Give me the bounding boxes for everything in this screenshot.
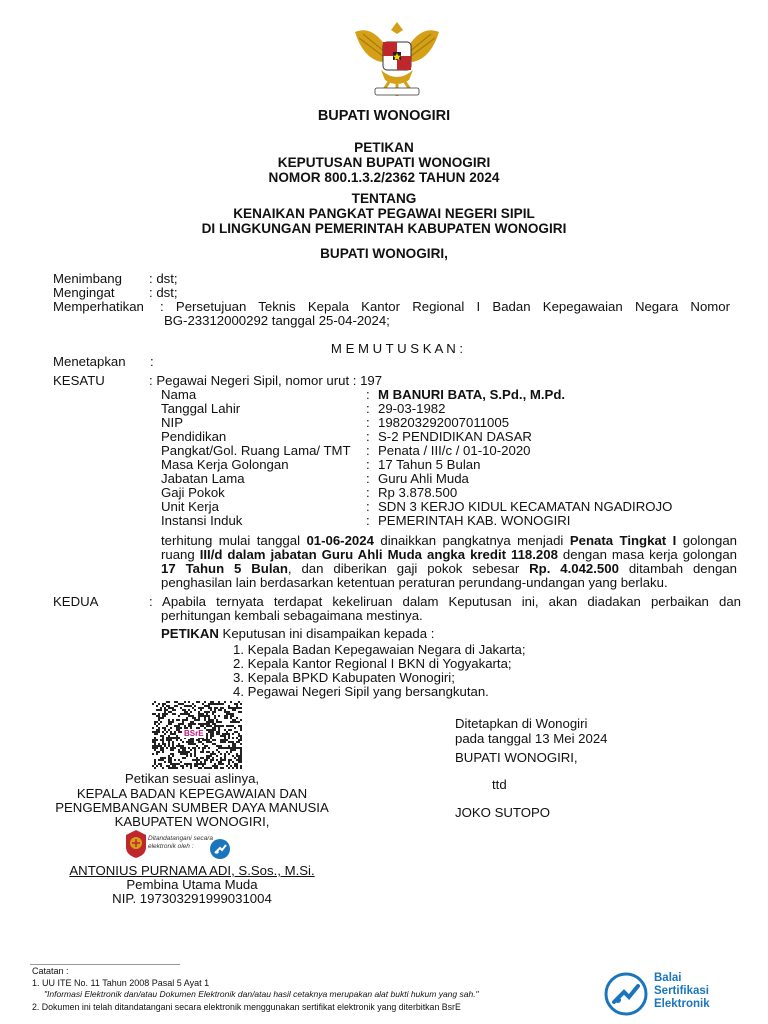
esign-note-line2: elektronik oleh : [148, 843, 194, 850]
certifier-rank: Pembina Utama Muda [126, 877, 258, 892]
field-value: PEMERINTAH KAB. WONOGIRI [378, 513, 571, 528]
memutuskan-heading: M E M U T U S K A N : [330, 341, 464, 356]
field-colon: : [366, 457, 370, 472]
field-label: NIP [161, 415, 183, 430]
promotion-line1: terhitung mulai tanggal 01-06-2024 dinaikkan pangkatnya menjadi Penata Tingkat I golongan [161, 533, 738, 548]
tanggal-line: pada tanggal 13 Mei 2024 [455, 731, 608, 746]
bsre-text-1: Balai [654, 972, 682, 984]
qr-caption: BSrE [184, 729, 204, 738]
doc-type: PETIKAN [354, 140, 414, 155]
menetapkan-colon: : [150, 354, 154, 369]
ttd-mark: ttd [492, 777, 507, 792]
ditetapkan-line: Ditetapkan di Wonogiri [455, 716, 588, 731]
about-heading: TENTANG [351, 191, 417, 206]
menimbang-value: : dst; [149, 271, 178, 286]
field-value: 198203292007011005 [378, 415, 510, 430]
signer-name: JOKO SUTOPO [455, 805, 551, 820]
promotion-line3: 17 Tahun 5 Bulan, dan diberikan gaji pokok sebesar Rp. 4.042.500 ditambah dengan [161, 561, 737, 576]
bsre-small-icon [209, 838, 231, 860]
kedua-line1: : Apabila ternyata terdapat kekeliruan dalam Keputusan ini, akan diadakan perbaikan dan [149, 594, 741, 609]
promotion-line4: penghasilan lain berdasarkan ketentuan peraturan perundang-undangan yang berlaku. [161, 575, 668, 590]
decree-number: NOMOR 800.1.3.2/2362 TAHUN 2024 [268, 170, 500, 185]
memperhatikan-line2: BG-23312000292 tanggal 25-04-2024; [164, 313, 390, 328]
agency-line1: KEPALA BADAN KEPEGAWAIAN DAN [76, 786, 308, 801]
mengingat-value: : dst; [149, 285, 178, 300]
field-value: 17 Tahun 5 Bulan [378, 457, 481, 472]
field-label: Gaji Pokok [161, 485, 225, 500]
certifier-nip: NIP. 197303291999031004 [112, 891, 272, 906]
field-label: Instansi Induk [161, 513, 243, 528]
field-value: 29-03-1982 [378, 401, 446, 416]
footer-divider [30, 964, 180, 965]
kedua-label: KEDUA [53, 594, 99, 609]
signer-title: BUPATI WONOGIRI, [455, 750, 578, 765]
field-value-name: M BANURI BATA, S.Pd., M.Pd. [378, 387, 566, 402]
field-colon: : [366, 513, 370, 528]
field-label: Unit Kerja [161, 499, 219, 514]
kesatu-label: KESATU [53, 373, 105, 388]
qr-code [152, 701, 242, 769]
field-label: Pendidikan [161, 429, 227, 444]
official-title: BUPATI WONOGIRI [317, 108, 451, 124]
footer-note-1-quote: "Informasi Elektronik dan/atau Dokumen Elektronik dan/atau hasil cetaknya merupakan alat bukti hukum yang sah." [44, 989, 479, 999]
field-colon: : [366, 499, 370, 514]
bsre-logo-icon [604, 972, 648, 1016]
kesatu-intro: : Pegawai Negeri Sipil, nomor urut : 197 [149, 373, 383, 388]
field-colon: : [366, 485, 370, 500]
subject-line1: KENAIKAN PANGKAT PEGAWAI NEGERI SIPIL [233, 206, 535, 221]
kedua-line2: perhitungan kembali sebagaimana mestinya. [161, 608, 423, 623]
recipient-item: 1. Kepala Badan Kepegawaian Negara di Jakarta; [233, 642, 526, 657]
field-colon: : [366, 401, 370, 416]
official-title-2: BUPATI WONOGIRI, [320, 246, 448, 261]
menetapkan-label: Menetapkan [53, 354, 126, 369]
field-label: Masa Kerja Golongan [161, 457, 289, 472]
promotion-line2: ruang III/d dalam jabatan Guru Ahli Muda angka kredit 118.208 dengan masa kerja golongan [161, 547, 737, 562]
recipient-item: 4. Pegawai Negeri Sipil yang bersangkutan. [233, 684, 489, 699]
field-colon: : [366, 429, 370, 444]
footer-note-1: 1. UU ITE No. 11 Tahun 2008 Pasal 5 Ayat 1 [32, 978, 210, 988]
field-colon: : [366, 387, 370, 402]
subject-line2: DI LINGKUNGAN PEMERINTAH KABUPATEN WONOGIRI [201, 221, 567, 236]
bsre-text-3: Elektronik [654, 998, 710, 1010]
field-value: SDN 3 KERJO KIDUL KECAMATAN NGADIROJO [378, 499, 673, 514]
footer-title: Catatan : [32, 966, 69, 976]
certified-copy-note: Petikan sesuai aslinya, [124, 771, 260, 786]
esign-note-line1: Ditandatangani secara [148, 835, 214, 842]
field-value: S-2 PENDIDIKAN DASAR [378, 429, 532, 444]
regency-seal-icon [124, 829, 148, 859]
field-value: Rp 3.878.500 [378, 485, 458, 500]
petikan-distribution: PETIKAN Keputusan ini disampaikan kepada : [161, 626, 435, 641]
garuda-emblem [351, 18, 443, 98]
field-label: Tanggal Lahir [161, 401, 241, 416]
certifier-name: ANTONIUS PURNAMA ADI, S.Sos., M.Si. [69, 863, 315, 878]
field-colon: : [366, 415, 370, 430]
memperhatikan-label: Memperhatikan [53, 299, 144, 314]
decree-title: KEPUTUSAN BUPATI WONOGIRI [277, 155, 491, 170]
field-colon: : [366, 443, 370, 458]
field-colon: : [366, 471, 370, 486]
field-label: Nama [161, 387, 197, 402]
footer-note-2: 2. Dokumen ini telah ditandatangani secara elektronik menggunakan sertifikat elektronik yang diterbitkan BsrE [32, 1002, 461, 1012]
mengingat-label: Mengingat [53, 285, 115, 300]
field-label: Pangkat/Gol. Ruang Lama/ TMT [161, 443, 351, 458]
field-value: Penata / III/c / 01-10-2020 [378, 443, 531, 458]
agency-line2: PENGEMBANGAN SUMBER DAYA MANUSIA [55, 800, 329, 815]
menimbang-label: Menimbang [53, 271, 122, 286]
bsre-text-2: Sertifikasi [654, 985, 709, 997]
recipient-item: 3. Kepala BPKD Kabupaten Wonogiri; [233, 670, 455, 685]
memperhatikan-line1: : Persetujuan Teknis Kepala Kantor Regional I Badan Kepegawaian Negara Nomor [160, 299, 730, 314]
field-label: Jabatan Lama [161, 471, 245, 486]
recipient-item: 2. Kepala Kantor Regional I BKN di Yogyakarta; [233, 656, 512, 671]
field-value: Guru Ahli Muda [378, 471, 469, 486]
agency-line3: KABUPATEN WONOGIRI, [114, 814, 270, 829]
